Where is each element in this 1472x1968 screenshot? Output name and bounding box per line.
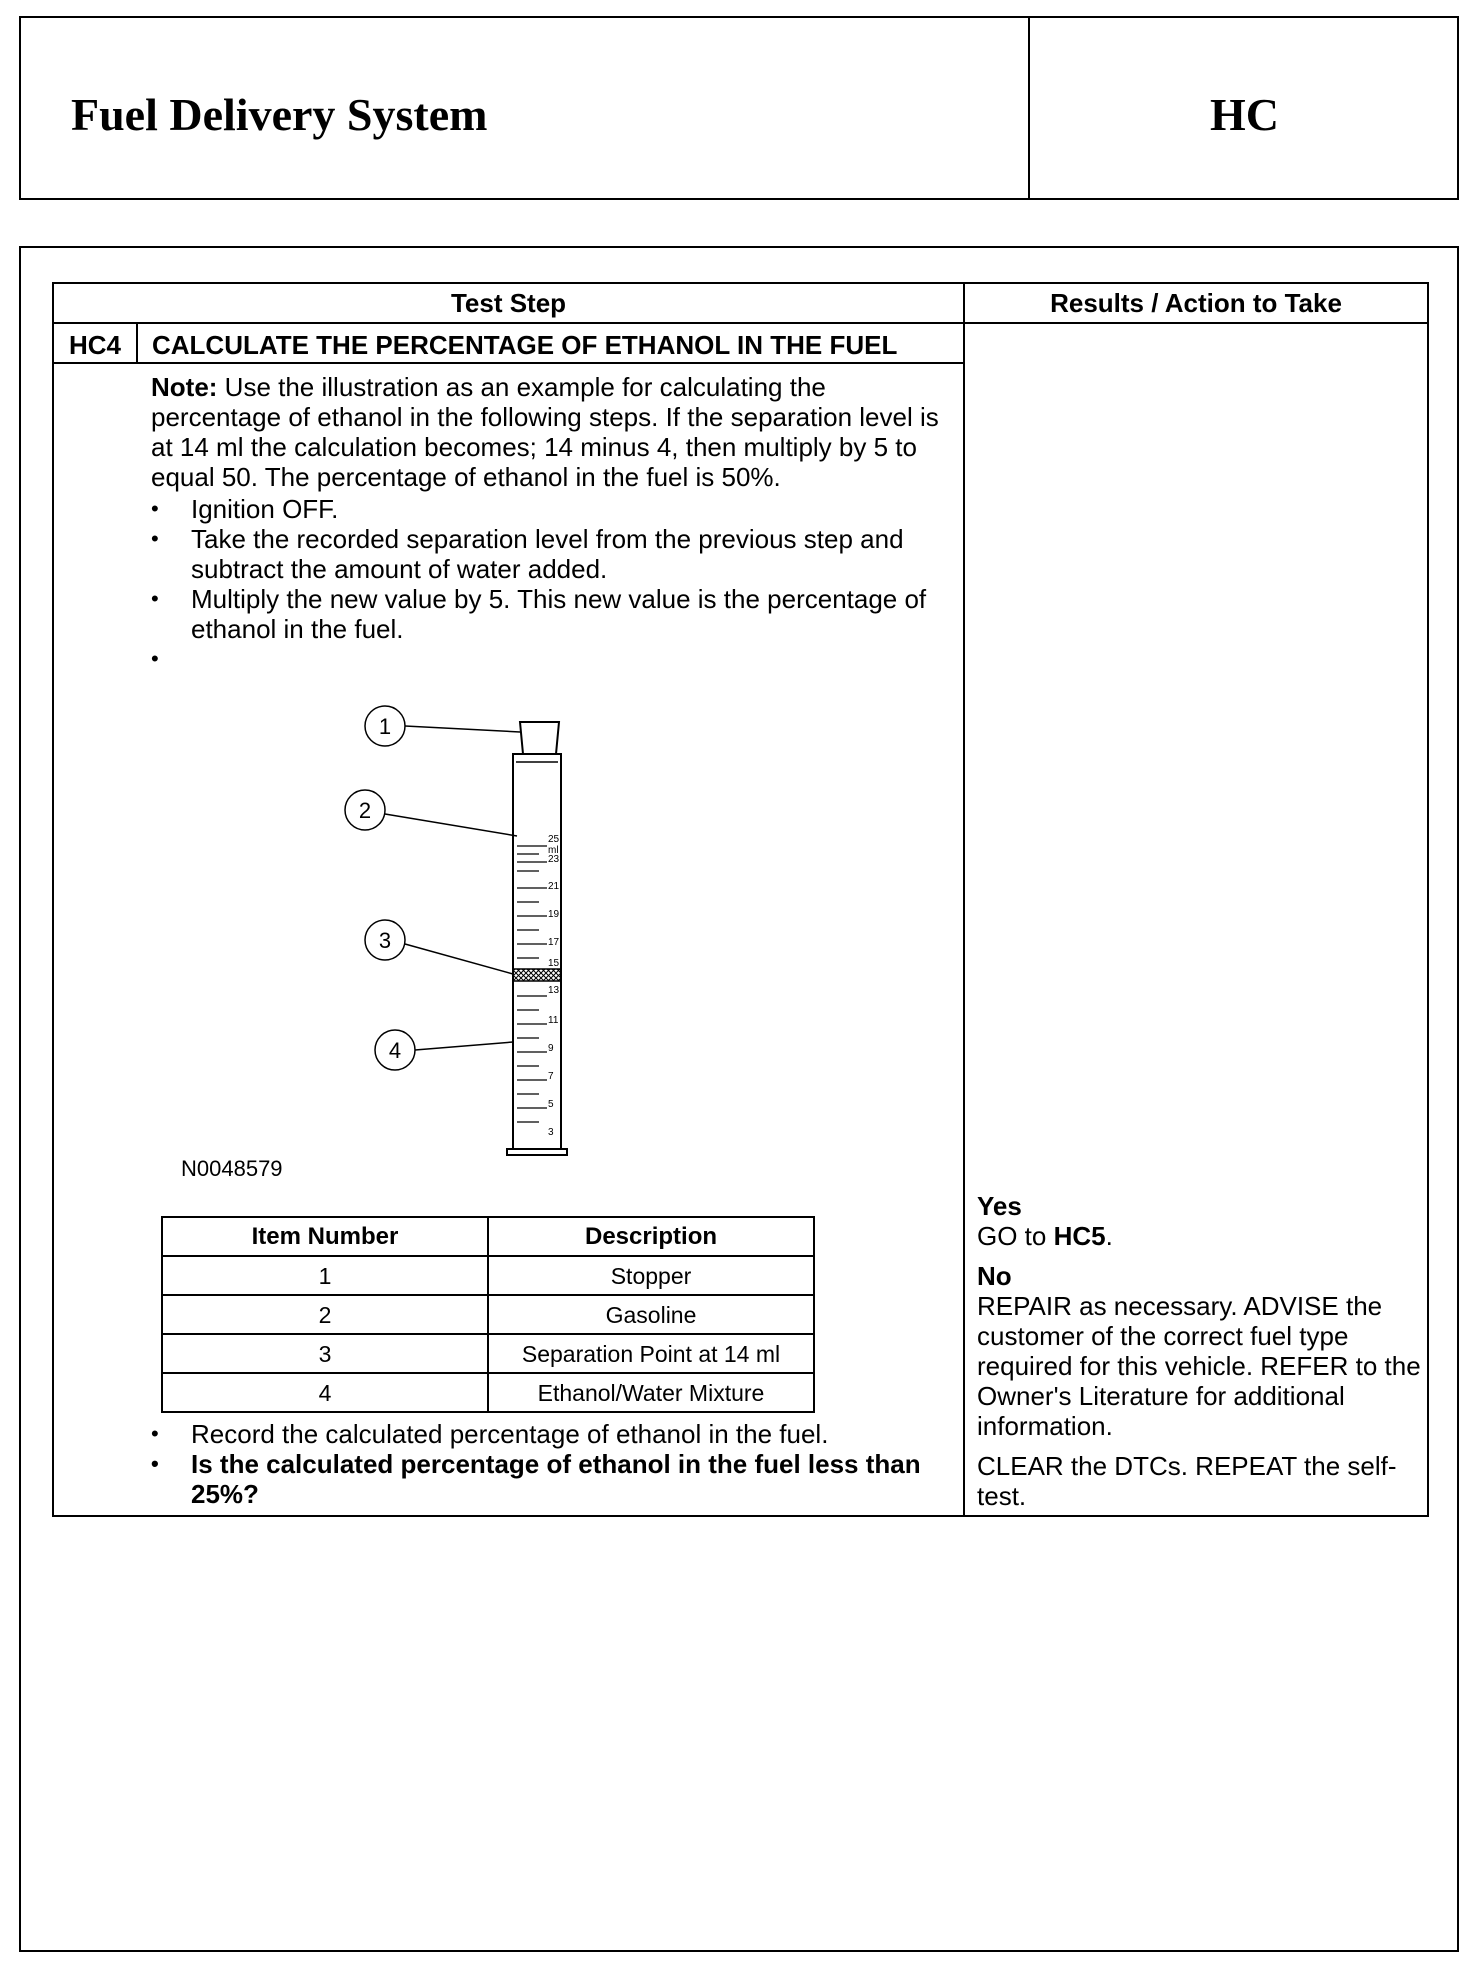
table-header-row	[53, 283, 1428, 323]
item-description: Separation Point at 14 ml	[488, 1334, 814, 1373]
scale-label: ml	[548, 845, 559, 856]
step-title-row	[53, 323, 1428, 363]
scale-label: 19	[548, 909, 560, 920]
test-step-table	[52, 282, 1429, 1517]
section-code: HC	[1210, 89, 1279, 140]
item-description: Ethanol/Water Mixture	[488, 1373, 814, 1412]
callout-1: 1	[378, 714, 392, 739]
cylinder-body	[513, 754, 561, 1149]
scale-label: 23	[548, 854, 560, 865]
results-content	[977, 1191, 1423, 1511]
callout-2: 2	[358, 798, 372, 823]
decision-question: • Is the calculated percentage of ethanol in the fuel less than 25%?	[151, 1449, 949, 1509]
results-header: Results / Action to Take	[964, 283, 1428, 323]
items-table	[161, 1216, 815, 1413]
yes-suffix: .	[1105, 1221, 1113, 1251]
note-text: Use the illustration as an example for calculating the percentage of ethanol in the following steps. If the separation level is at 14 ml the calculation becomes; 14 minus 4, then multiply by 5 to equal 50. The percentage of ethanol in the fuel is 50%.	[151, 372, 939, 492]
no-label: No	[977, 1261, 1012, 1291]
table-row	[162, 1256, 814, 1295]
scale-label: 9	[548, 1043, 554, 1054]
table-row	[162, 1334, 814, 1373]
yes-prefix: GO to	[977, 1221, 1054, 1251]
step-body	[137, 363, 964, 1516]
callout-3: 3	[378, 928, 392, 953]
list-item: • Take the recorded separation level from the previous step and subtract the amount of water added.	[151, 524, 949, 584]
cylinder-base	[507, 1149, 567, 1155]
page-title: Fuel Delivery System	[71, 89, 488, 140]
graduated-cylinder-figure	[151, 678, 949, 1208]
scale-label: 21	[548, 881, 560, 892]
scale-label: 7	[548, 1071, 554, 1082]
no-action: REPAIR as necessary. ADVISE the customer of the correct fuel type required for this vehicle. REFER to the Owner's Literature for additional information.	[977, 1291, 1421, 1441]
scale-label: 25	[548, 834, 560, 845]
results-cell	[964, 323, 1428, 1516]
scale-label: 5	[548, 1099, 554, 1110]
list-item: • Ignition OFF.	[151, 494, 949, 524]
scale-label: 3	[548, 1127, 554, 1138]
stopper-shape	[520, 722, 559, 754]
step-id-spacer	[53, 363, 137, 1516]
clear-action: CLEAR the DTCs. REPEAT the self-test.	[977, 1451, 1397, 1511]
yes-action	[977, 1221, 1423, 1251]
list-item: • Multiply the new value by 5. This new value is the percentage of ethanol in the fuel.	[151, 584, 949, 644]
separation-band	[513, 969, 561, 981]
item-number: 1	[162, 1256, 488, 1295]
items-header-description: Description	[488, 1217, 814, 1256]
note-label: Note:	[151, 372, 218, 402]
final-bullets	[151, 1419, 949, 1509]
note-paragraph	[151, 372, 949, 492]
item-description: Stopper	[488, 1256, 814, 1295]
scale-label: 15	[548, 958, 560, 969]
cylinder-illustration	[151, 678, 951, 1208]
list-item	[151, 644, 949, 674]
step-id: HC4	[53, 323, 137, 363]
callout-4: 4	[388, 1038, 402, 1063]
figure-id: N0048579	[181, 1156, 283, 1181]
yes-label: Yes	[977, 1191, 1022, 1221]
table-row	[162, 1373, 814, 1412]
item-description: Gasoline	[488, 1295, 814, 1334]
step-title: CALCULATE THE PERCENTAGE OF ETHANOL IN THE FUEL	[137, 323, 964, 363]
scale-label: 13	[548, 985, 560, 996]
items-header-row	[162, 1217, 814, 1256]
table-row	[162, 1295, 814, 1334]
yes-target-link[interactable]: HC5	[1053, 1221, 1106, 1251]
test-step-header: Test Step	[53, 283, 964, 323]
scale-label: 11	[548, 1015, 559, 1026]
item-number: 4	[162, 1373, 488, 1412]
item-number: 2	[162, 1295, 488, 1334]
list-item: • Record the calculated percentage of ethanol in the fuel.	[151, 1419, 949, 1449]
scale-label: 17	[548, 937, 560, 948]
step-bullets	[151, 494, 949, 674]
item-number: 3	[162, 1334, 488, 1373]
items-header-number: Item Number	[162, 1217, 488, 1256]
header-box	[19, 16, 1459, 200]
